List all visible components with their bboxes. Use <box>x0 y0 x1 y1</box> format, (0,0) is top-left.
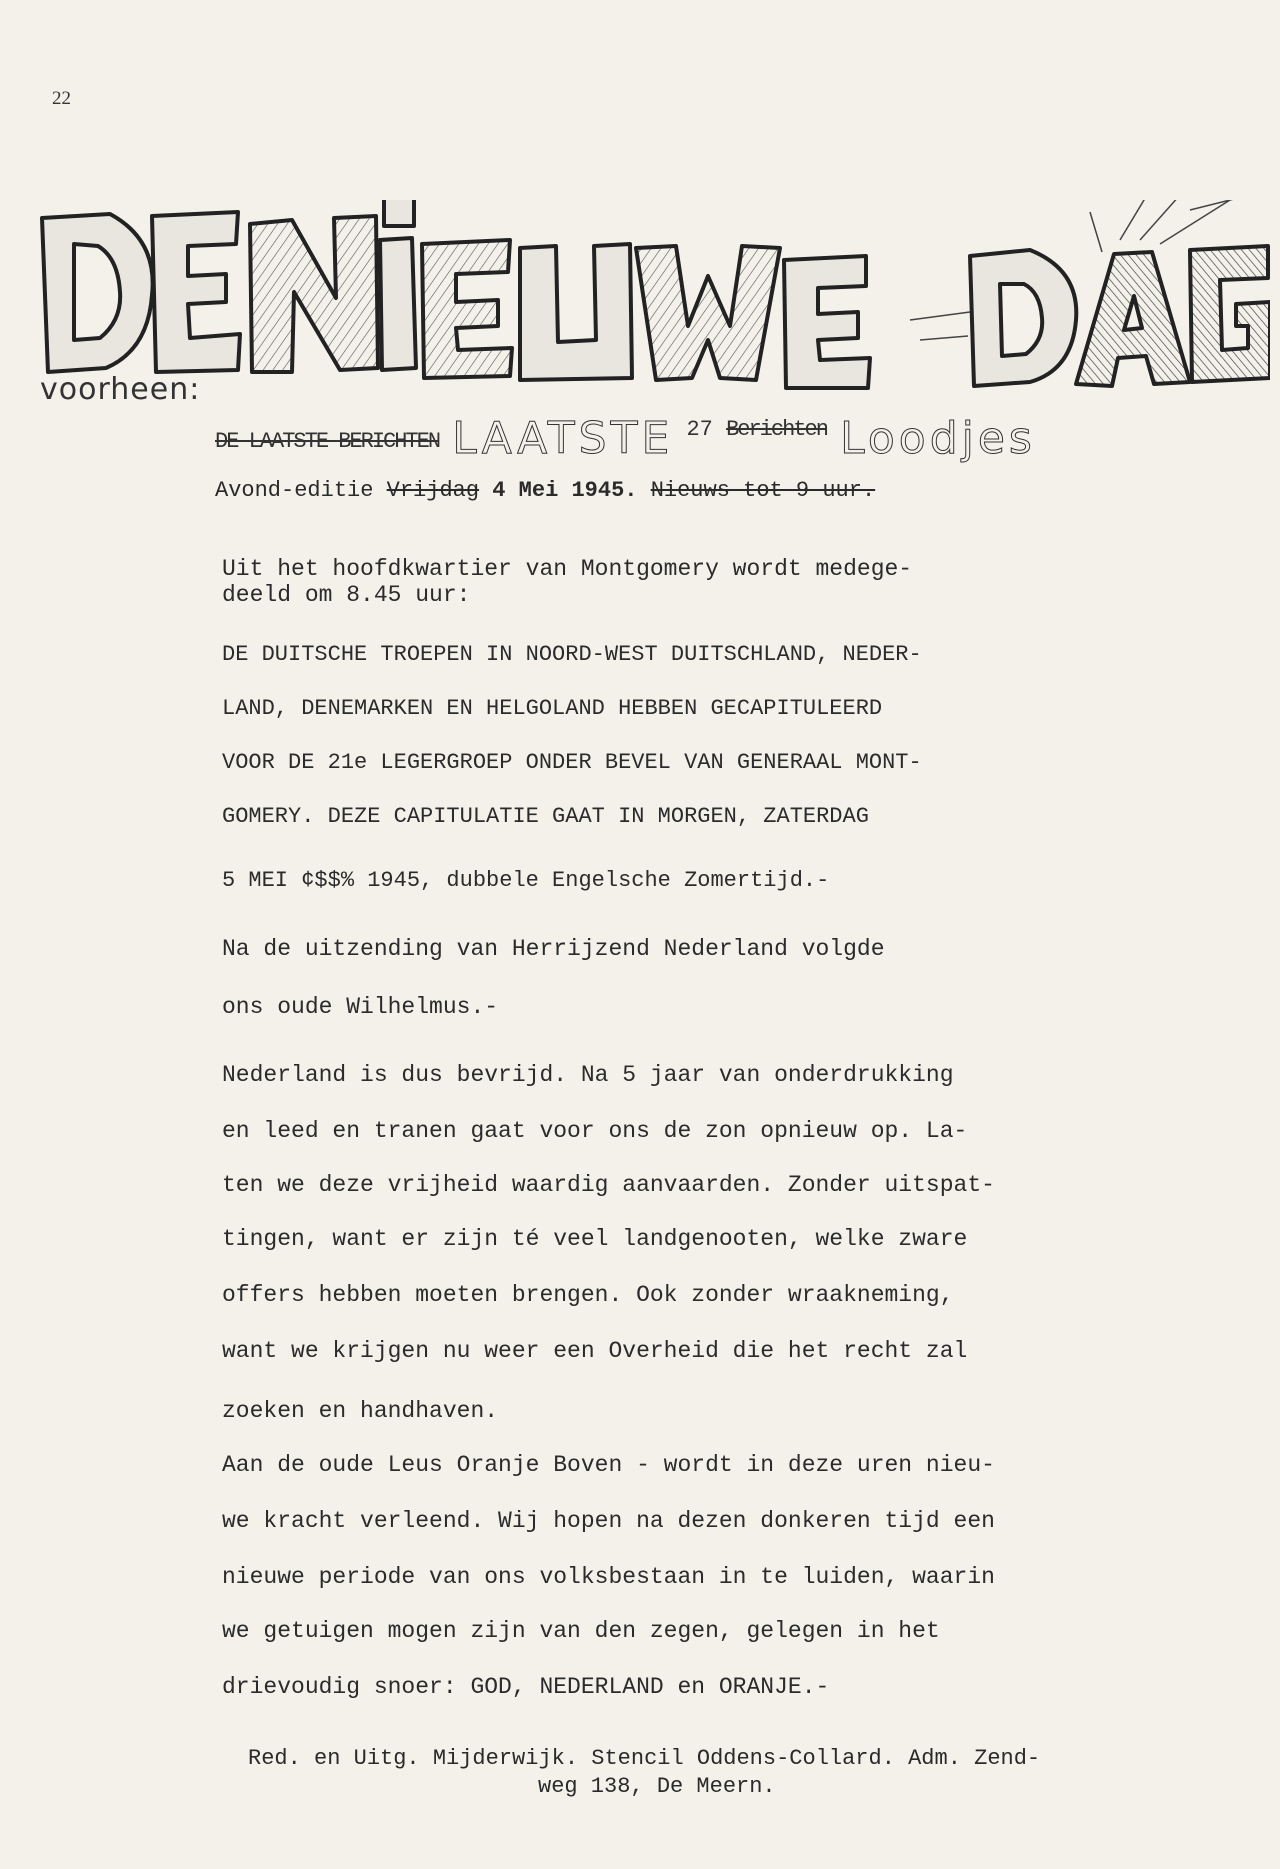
intro-line: deeld om 8.45 uur: <box>222 582 471 608</box>
announcement-line: 5 MEI ¢$$% 1945, dubbele Engelsche Zomertijd.- <box>222 868 830 893</box>
old-title-struck: DE LAATSTE BERICHTEN <box>215 429 440 454</box>
edition-label: Avond-editie <box>215 478 374 503</box>
masthead <box>40 200 1270 464</box>
footer-line-1: Red. en Uitg. Mijderwijk. Stencil Oddens-Collard. Adm. Zend- <box>248 1746 1041 1771</box>
oranje-line: we getuigen mogen zijn van den zegen, gelegen in het <box>222 1618 940 1644</box>
masthead-voorheen: voorheen: <box>40 372 201 407</box>
title-letter-w <box>636 246 780 380</box>
old-title-struck2: Berichten <box>726 417 827 442</box>
oranje-line: we kracht verleend. Wij hopen na dezen donkeren tijd een <box>222 1508 995 1534</box>
title-letter-g <box>1190 246 1270 382</box>
edition-news-until: Nieuws tot 9 uur. <box>650 478 876 503</box>
title-letter-e2 <box>422 240 512 378</box>
title-letter-e1 <box>152 212 240 372</box>
announcement-line: DE DUITSCHE TROEPEN IN NOORD-WEST DUITSCHLAND, NEDER- <box>222 642 922 667</box>
liberation-line: tingen, want er zijn té veel landgenooten, welke zware <box>222 1226 968 1252</box>
title-letter-e3 <box>784 256 870 388</box>
liberation-line: zoeken en handhaven. <box>222 1398 499 1424</box>
oranje-line: drievoudig snoer: GOD, NEDERLAND en ORANJE.- <box>222 1674 830 1700</box>
announcement-line: GOMERY. DEZE CAPITULATIE GAAT IN MORGEN, ZATERDAG <box>222 804 869 829</box>
liberation-line: ten we deze vrijheid waardig aanvaarden. Zonder uitspat- <box>222 1172 995 1198</box>
masthead-title-lettering <box>40 200 1270 400</box>
intro-line: Uit het hoofdkwartier van Montgomery wordt medege- <box>222 556 913 582</box>
old-title-loodjes: Loodjes <box>840 413 1036 464</box>
title-letter-d1 <box>42 214 153 372</box>
announcement-line: VOOR DE 21e LEGERGROEP ONDER BEVEL VAN GENERAAL MONT- <box>222 750 922 775</box>
page-number: 22 <box>52 88 71 109</box>
title-letter-u <box>520 244 632 380</box>
masthead-old-title <box>215 413 1036 464</box>
wilhelmus-line: Na de uitzending van Herrijzend Nederland volgde <box>222 936 885 962</box>
title-letter-n <box>250 216 378 372</box>
liberation-line: offers hebben moeten brengen. Ook zonder wraakneming, <box>222 1282 954 1308</box>
title-letter-i-dot <box>384 200 414 226</box>
oranje-line: Aan de oude Leus Oranje Boven - wordt in deze uren nieu- <box>222 1452 995 1478</box>
liberation-line: en leed en tranen gaat voor ons de zon opnieuw op. La- <box>222 1118 968 1144</box>
oranje-line: nieuwe periode van ons volksbestaan in te luiden, waarin <box>222 1564 995 1590</box>
title-letter-i <box>380 238 416 370</box>
edition-day-struck: Vrijdag <box>386 478 480 503</box>
edition-date: 4 Mei 1945. <box>492 478 638 503</box>
old-title-number: 27 <box>686 417 713 442</box>
edition-line <box>215 478 875 503</box>
announcement-line: LAND, DENEMARKEN EN HELGOLAND HEBBEN GECAPITULEERD <box>222 696 883 721</box>
liberation-line: Nederland is dus bevrijd. Na 5 jaar van onderdrukking <box>222 1062 954 1088</box>
footer-line-2: weg 138, De Meern. <box>538 1774 776 1799</box>
wilhelmus-line: ons oude Wilhelmus.- <box>222 994 499 1020</box>
liberation-line: want we krijgen nu weer een Overheid die het recht zal <box>222 1338 968 1364</box>
title-letter-d2 <box>970 250 1076 386</box>
title-letter-a <box>1076 252 1190 386</box>
old-title-laatste: LAATSTE <box>452 413 674 464</box>
